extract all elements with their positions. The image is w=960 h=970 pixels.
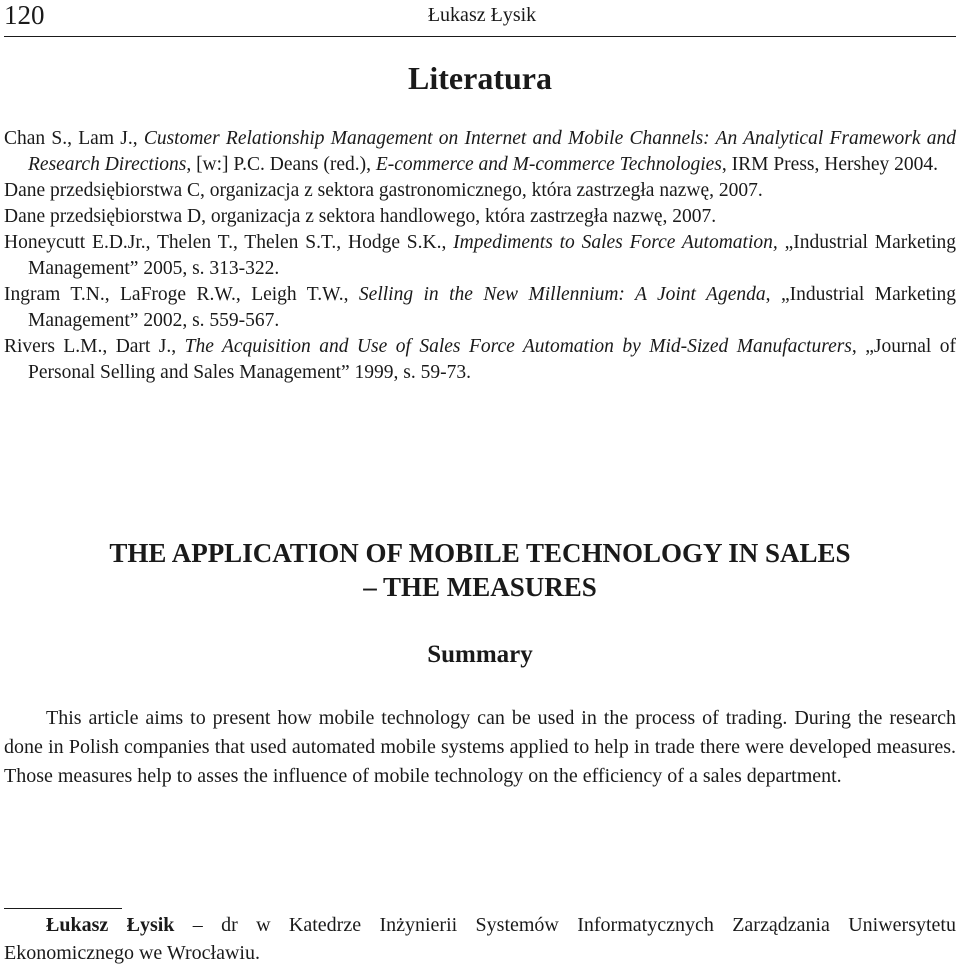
reference-item	[4, 334, 956, 386]
ref-text: Dane przedsiębiorstwa D, organizacja z sektora handlowego, która zastrzegła nazwę, 2007.	[4, 206, 717, 227]
author-note	[4, 911, 956, 967]
reference-item	[4, 282, 956, 334]
reference-item	[4, 230, 956, 282]
running-head: Łukasz Łysik	[427, 4, 537, 26]
literature-title: Literatura	[408, 60, 552, 96]
ref-title: Selling in the New Millennium: A Joint Agenda	[358, 284, 766, 305]
header-rule	[4, 36, 956, 37]
ref-authors: Chan S., Lam J.,	[4, 128, 144, 149]
summary-heading: Summary	[427, 641, 533, 668]
ref-authors: Rivers L.M., Dart J.,	[4, 336, 185, 357]
ref-publisher: , IRM Press, Hershey 2004.	[721, 154, 938, 175]
english-title-line1: THE APPLICATION OF MOBILE TECHNOLOGY IN SALES	[109, 538, 851, 568]
english-title	[0, 536, 960, 604]
ref-text: Dane przedsiębiorstwa C, organizacja z sektora gastronomicznego, która zastrzegła nazwę, 2007.	[4, 180, 763, 201]
reference-item	[4, 178, 956, 204]
reference-item	[4, 126, 956, 178]
ref-authors: Ingram T.N., LaFroge R.W., Leigh T.W.,	[4, 284, 359, 305]
english-title-line2: – THE MEASURES	[363, 572, 597, 602]
reference-item	[4, 204, 956, 230]
ref-source: , [w:] P.C. Deans (red.),	[186, 154, 376, 175]
ref-authors: Honeycutt E.D.Jr., Thelen T., Thelen S.T., Hodge S.K.,	[4, 232, 454, 253]
summary-paragraph: This article aims to present how mobile technology can be used in the process of trading. During the research done in Polish companies that used automated mobile systems applied to help in trade there were developed measures. Those measures help to asses the influence of mobile technology on the efficiency of a sales department.	[4, 707, 956, 787]
ref-source: „Industrial Marketing Management” 2005, s. 313-322.	[28, 232, 956, 279]
ref-title: Customer Relationship Management on Internet and Mobile Channels: An Analytical Framework and Research Directions	[28, 128, 956, 175]
author-affiliation: – dr w Katedrze Inżynierii Systemów Informatycznych Zarządzania Uniwersytetu Ekonomicznego we Wrocławiu.	[4, 914, 956, 964]
author-name: Łukasz Łysik	[46, 914, 175, 936]
page-header	[4, 0, 960, 32]
ref-source: , „Journal of Personal Selling and Sales Management” 1999, s. 59-73.	[28, 336, 956, 383]
ref-title: The Acquisition and Use of Sales Force Automation by Mid-Sized Manufacturers	[184, 336, 852, 357]
page-number: 120	[4, 0, 45, 30]
ref-source: , „Industrial Marketing Management” 2002, s. 559-567.	[28, 284, 956, 331]
footnote-rule	[4, 908, 122, 909]
ref-book-title: E-commerce and M-commerce Technologies	[375, 154, 722, 175]
ref-title: Impediments to Sales Force Automation,	[453, 232, 778, 253]
reference-list	[4, 126, 956, 386]
